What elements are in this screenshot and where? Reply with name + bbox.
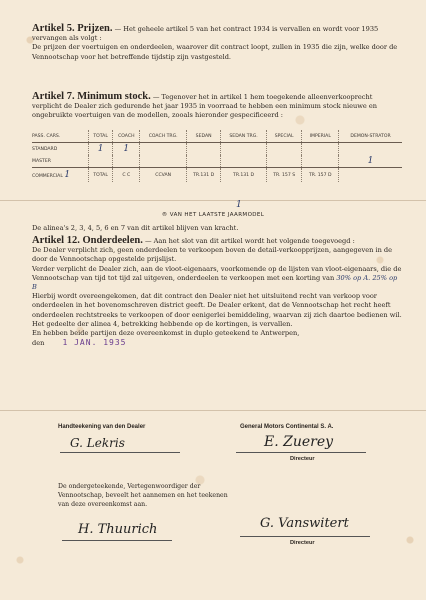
commercial-tr131d-a: TR.131 D [186, 168, 220, 183]
gm-label: General Motors Continental S. A. [240, 424, 334, 430]
standard-demo [339, 143, 402, 156]
commercial-tr157d: TR. 157 D [302, 168, 339, 183]
gm-signature-line [236, 452, 366, 453]
directeur-label-2: Directeur [290, 540, 315, 546]
col-demonstrator: DEMON-STRATOR [339, 130, 402, 143]
col-total: TOTAL [89, 130, 113, 143]
article-5-intro: — Het geheele artikel 5 van het contract 1934 is vervallen en wordt voor 1935 vervangen als volgt : [32, 25, 379, 43]
table-row [32, 143, 402, 156]
row-label-standard: STANDARD [32, 146, 58, 152]
col-sedan-trg: SEDAN TRG. [221, 130, 267, 143]
fold-line [0, 410, 426, 411]
col-imperial: IMPERIAL [302, 130, 339, 143]
article-12-p1: De Dealer verplicht zich, geen onderdeelen te verkoopen boven de detail-verkoopprijzen, aangegeven in de door de Vennootschap opgestelde prijslijst. [32, 246, 393, 264]
vehicle-table [32, 130, 402, 182]
dealer-signature-label: Handteekening van den Dealer [58, 424, 146, 430]
commercial-ccvan: CCVAN [140, 168, 187, 183]
commercial-tr131d-b: TR.131 D [221, 168, 267, 183]
commercial-label: COMMERCIAL 1 [32, 168, 89, 183]
gm-signature-line-2 [240, 536, 370, 537]
article-5-heading: Artikel 5. Prijzen. [32, 23, 113, 34]
mid-sentence: De alinea's 2, 3, 4, 5, 6 en 7 van dit artikel blijven van kracht. [32, 224, 239, 232]
article-12-p2: Verder verplicht de Dealer zich, aan de vloot-eigenaars, voorkomende op de lijsten van vloot-eigenaars, die de Vennootschap van tijd tot tijd zal uitgeven, onderdeelen te verkoopen met een korting van [32, 264, 402, 282]
article-12-intro: — Aan het slot van dit artikel wordt het volgende toegevoegd : [144, 237, 355, 245]
undersigned-text: De ondergeteekende, Vertegenwoordiger der Vennootschap, beveelt het aannemen en het teekenen van deze overeenkomst aan. [58, 483, 228, 508]
article-7-heading: Artikel 7. Minimum stock. [32, 91, 151, 102]
commercial-cc: C C [113, 168, 140, 183]
directeur-label-1: Directeur [290, 456, 315, 462]
handwritten-mark: 1 [236, 200, 242, 210]
den-label: den [32, 339, 45, 348]
rep-signature-line [62, 540, 172, 541]
row-label-master: MASTER [32, 158, 51, 164]
discount-handwritten: 30% op A. 25% op B [32, 273, 398, 292]
dealer-signature-line [60, 452, 180, 453]
standard-coach: 1 [113, 143, 140, 156]
article-12 [32, 236, 402, 348]
gm-signature-1: E. Zuerey [264, 434, 334, 450]
article-7-body: — Tegenover het in artikel 1 hem toegekende alleenverkooprecht verplicht de Dealer zich gedurende het jaar 1935 in voorraad te hebben een minimum stock nieuwe en ongebruikte voertuigen van de modellen, zooals hieronder gespecificeerd : [32, 93, 378, 120]
commercial-tr157s: TR. 157 S [266, 168, 302, 183]
article-12-p3: Hierbij wordt overeengekomen, dat dit contract den Dealer niet het uitsluitend recht van verkoop voor onderdeelen in het bovenomschreven district geeft. De Dealer erkent, dat de Vennootschap het recht heeft onderdeelen rechtstreeks te verkoopen of door eenigerlei bemiddeling, waarvan zij zich daartoe bedienen wil. [32, 292, 402, 319]
col-pass-cars: PASS. CARS. [32, 133, 61, 139]
fold-line [0, 200, 426, 201]
dealer-signature: G. Lekris [70, 436, 125, 450]
col-special: SPECIAL [266, 130, 302, 143]
table-footnote: ® VAN HET LAATSTE JAARMODEL [161, 212, 265, 218]
date-stamp: 1 JAN. 1935 [62, 338, 127, 348]
gm-signature-2: G. Vanswitert [260, 516, 349, 531]
table-row [32, 168, 402, 183]
rep-signature: H. Thuurich [78, 522, 158, 537]
article-5 [32, 24, 402, 62]
col-sedan: SEDAN [186, 130, 220, 143]
table-row [32, 155, 402, 168]
article-12-p4: Het gedeelte der alinea 4, betrekking hebbende op de kortingen, is vervallen. [32, 319, 293, 328]
col-coach-trg: COACH TRG. [140, 130, 187, 143]
article-7 [32, 92, 402, 121]
standard-total: 1 [89, 143, 113, 156]
master-demo: 1 [339, 155, 402, 168]
commercial-total: TOTAL [89, 168, 113, 183]
article-5-body: De prijzen der voertuigen en onderdeelen, waarover dit contract loopt, zullen in 1935 die zijn, welke door de Vennootschap voor het betreffende tijdstip zijn vastgesteld. [32, 43, 398, 61]
article-12-heading: Artikel 12. Onderdeelen. [32, 235, 143, 246]
col-coach: COACH [113, 130, 140, 143]
article-12-p5: En hebben beide partijen deze overeenkomst in duplo geteekend te Antwerpen, [32, 329, 300, 338]
